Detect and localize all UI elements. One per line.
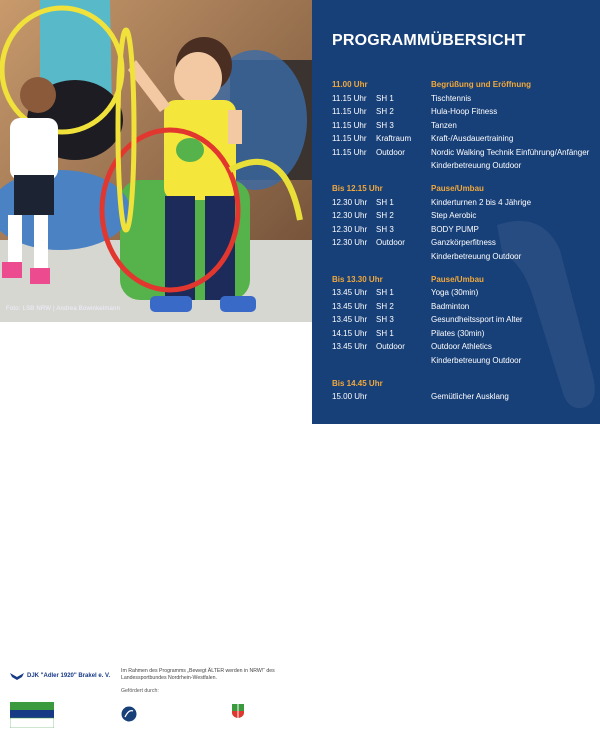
schedule-row	[332, 105, 594, 119]
schedule-activity: Yoga (30min)	[431, 288, 479, 298]
schedule-time: 13.45 Uhr	[332, 288, 368, 298]
schedule-place: SH 1	[376, 328, 394, 338]
schedule-time: 12.30 Uhr	[332, 224, 368, 234]
schedule-activity: Badminton	[431, 301, 470, 311]
schedule-time: 11.15 Uhr	[332, 107, 367, 117]
schedule-row	[332, 286, 594, 300]
photo-credit: Foto: LSB NRW | Andrea Bowinkelmann	[6, 306, 121, 312]
schedule-activity: Kinderbetreuung Outdoor	[431, 161, 522, 171]
sponsored-by-label: Gefördert durch:	[121, 688, 159, 694]
schedule-activity: Kinderbetreuung Outdoor	[431, 251, 522, 261]
photo-illustration	[0, 0, 312, 322]
schedule-gap	[332, 367, 594, 377]
schedule-activity: Outdoor Athletics	[431, 342, 492, 352]
schedule-row	[332, 236, 594, 250]
landessportbund-icon	[121, 706, 137, 722]
schedule-section-header	[332, 182, 594, 196]
kreissportbund-icon	[10, 702, 54, 728]
schedule-row	[332, 223, 594, 237]
info-block	[121, 668, 301, 695]
schedule-activity: Tanzen	[431, 120, 457, 130]
schedule-row	[332, 146, 594, 160]
left-page	[0, 0, 312, 694]
schedule-activity: BODY PUMP	[431, 224, 479, 234]
schedule-time: 12.30 Uhr	[332, 238, 368, 248]
schedule-time: 11.15 Uhr	[332, 120, 367, 130]
schedule-row	[332, 159, 594, 173]
schedule-place: Outdoor	[376, 342, 405, 352]
schedule-place: SH 1	[376, 197, 394, 207]
schedule-time: Bis 14.45 Uhr	[332, 378, 383, 388]
schedule-place: Outdoor	[376, 147, 405, 157]
schedule-time: 15.00 Uhr	[332, 392, 368, 402]
club-name: DJK "Adler 1920" Brakel e. V.	[27, 673, 111, 679]
schedule-time: 11.00 Uhr	[332, 80, 368, 90]
schedule-time: 12.30 Uhr	[332, 197, 368, 207]
schedule-row	[332, 300, 594, 314]
schedule-row	[332, 132, 594, 146]
schedule-place: SH 2	[376, 107, 394, 117]
schedule-activity: Pause/Umbau	[431, 184, 484, 194]
schedule-activity: Kinderbetreuung Outdoor	[431, 355, 522, 365]
schedule-section-header	[332, 377, 594, 391]
schedule-time: 13.45 Uhr	[332, 342, 368, 352]
landessportbund-logo	[121, 706, 137, 722]
schedule-place: Kraftraum	[376, 134, 412, 144]
ministry-logo	[232, 704, 244, 718]
club-logo	[10, 671, 110, 681]
schedule-time: 13.45 Uhr	[332, 301, 368, 311]
schedule-row	[332, 390, 594, 404]
schedule-activity: Tischtennis	[431, 93, 472, 103]
schedule-row	[332, 354, 594, 368]
schedule-gap	[332, 263, 594, 273]
schedule-place: SH 3	[376, 120, 394, 130]
photo-child-hula-hoop	[0, 0, 312, 322]
program-panel	[312, 0, 600, 424]
schedule-row	[332, 250, 594, 264]
schedule-activity: Nordic Walking Technik Einführung/Anfänger	[431, 147, 590, 157]
eagle-icon	[10, 671, 24, 681]
footer	[0, 322, 312, 694]
schedule-activity: Begrüßung und Eröffnung	[431, 80, 531, 90]
schedule-row	[332, 209, 594, 223]
schedule-place: SH 2	[376, 211, 394, 221]
schedule-place: Outdoor	[376, 238, 405, 248]
schedule-row	[332, 340, 594, 354]
schedule-row	[332, 327, 594, 341]
nrw-crest-icon	[232, 704, 244, 718]
schedule-row	[332, 196, 594, 210]
schedule-time: 11.15 Uhr	[332, 93, 367, 103]
schedule-time: 12.30 Uhr	[332, 211, 368, 221]
schedule-section-header	[332, 273, 594, 287]
schedule-time: 14.15 Uhr	[332, 328, 368, 338]
schedule-time: 11.15 Uhr	[332, 147, 367, 157]
schedule-activity: Kinderturnen 2 bis 4 Jährige	[431, 197, 532, 207]
schedule-row	[332, 92, 594, 106]
schedule-activity: Hula-Hoop Fitness	[431, 107, 498, 117]
kreissportbund-logo	[10, 702, 54, 728]
schedule-place: SH 3	[376, 224, 394, 234]
schedule-row	[332, 119, 594, 133]
schedule-place: SH 1	[376, 288, 394, 298]
schedule-activity: Gemütlicher Ausklang	[431, 392, 509, 402]
schedule-activity: Gesundheitssport im Alter	[431, 315, 523, 325]
page-title: PROGRAMMÜBERSICHT	[332, 32, 526, 49]
schedule-activity: Kraft-/Ausdauertraining	[431, 134, 514, 144]
schedule-time: Bis 12.15 Uhr	[332, 184, 383, 194]
schedule-activity: Pilates (30min)	[431, 328, 485, 338]
schedule-activity: Step Aerobic	[431, 211, 477, 221]
schedule-section-header	[332, 78, 594, 92]
schedule-table	[332, 78, 594, 404]
schedule-place: SH 1	[376, 93, 394, 103]
schedule-activity: Ganzkörperfitness	[431, 238, 496, 248]
schedule-gap	[332, 173, 594, 183]
schedule-place: SH 3	[376, 315, 394, 325]
schedule-place: SH 2	[376, 301, 394, 311]
schedule-time: 11.15 Uhr	[332, 134, 367, 144]
info-text: Im Rahmen des Programms „Bewegt ÄLTER werden in NRW!“ des Landessportbundes Nordrhein-Westfalen.	[121, 668, 275, 681]
schedule-time: 13.45 Uhr	[332, 315, 368, 325]
schedule-time: Bis 13.30 Uhr	[332, 274, 383, 284]
schedule-activity: Pause/Umbau	[431, 274, 484, 284]
schedule-row	[332, 313, 594, 327]
